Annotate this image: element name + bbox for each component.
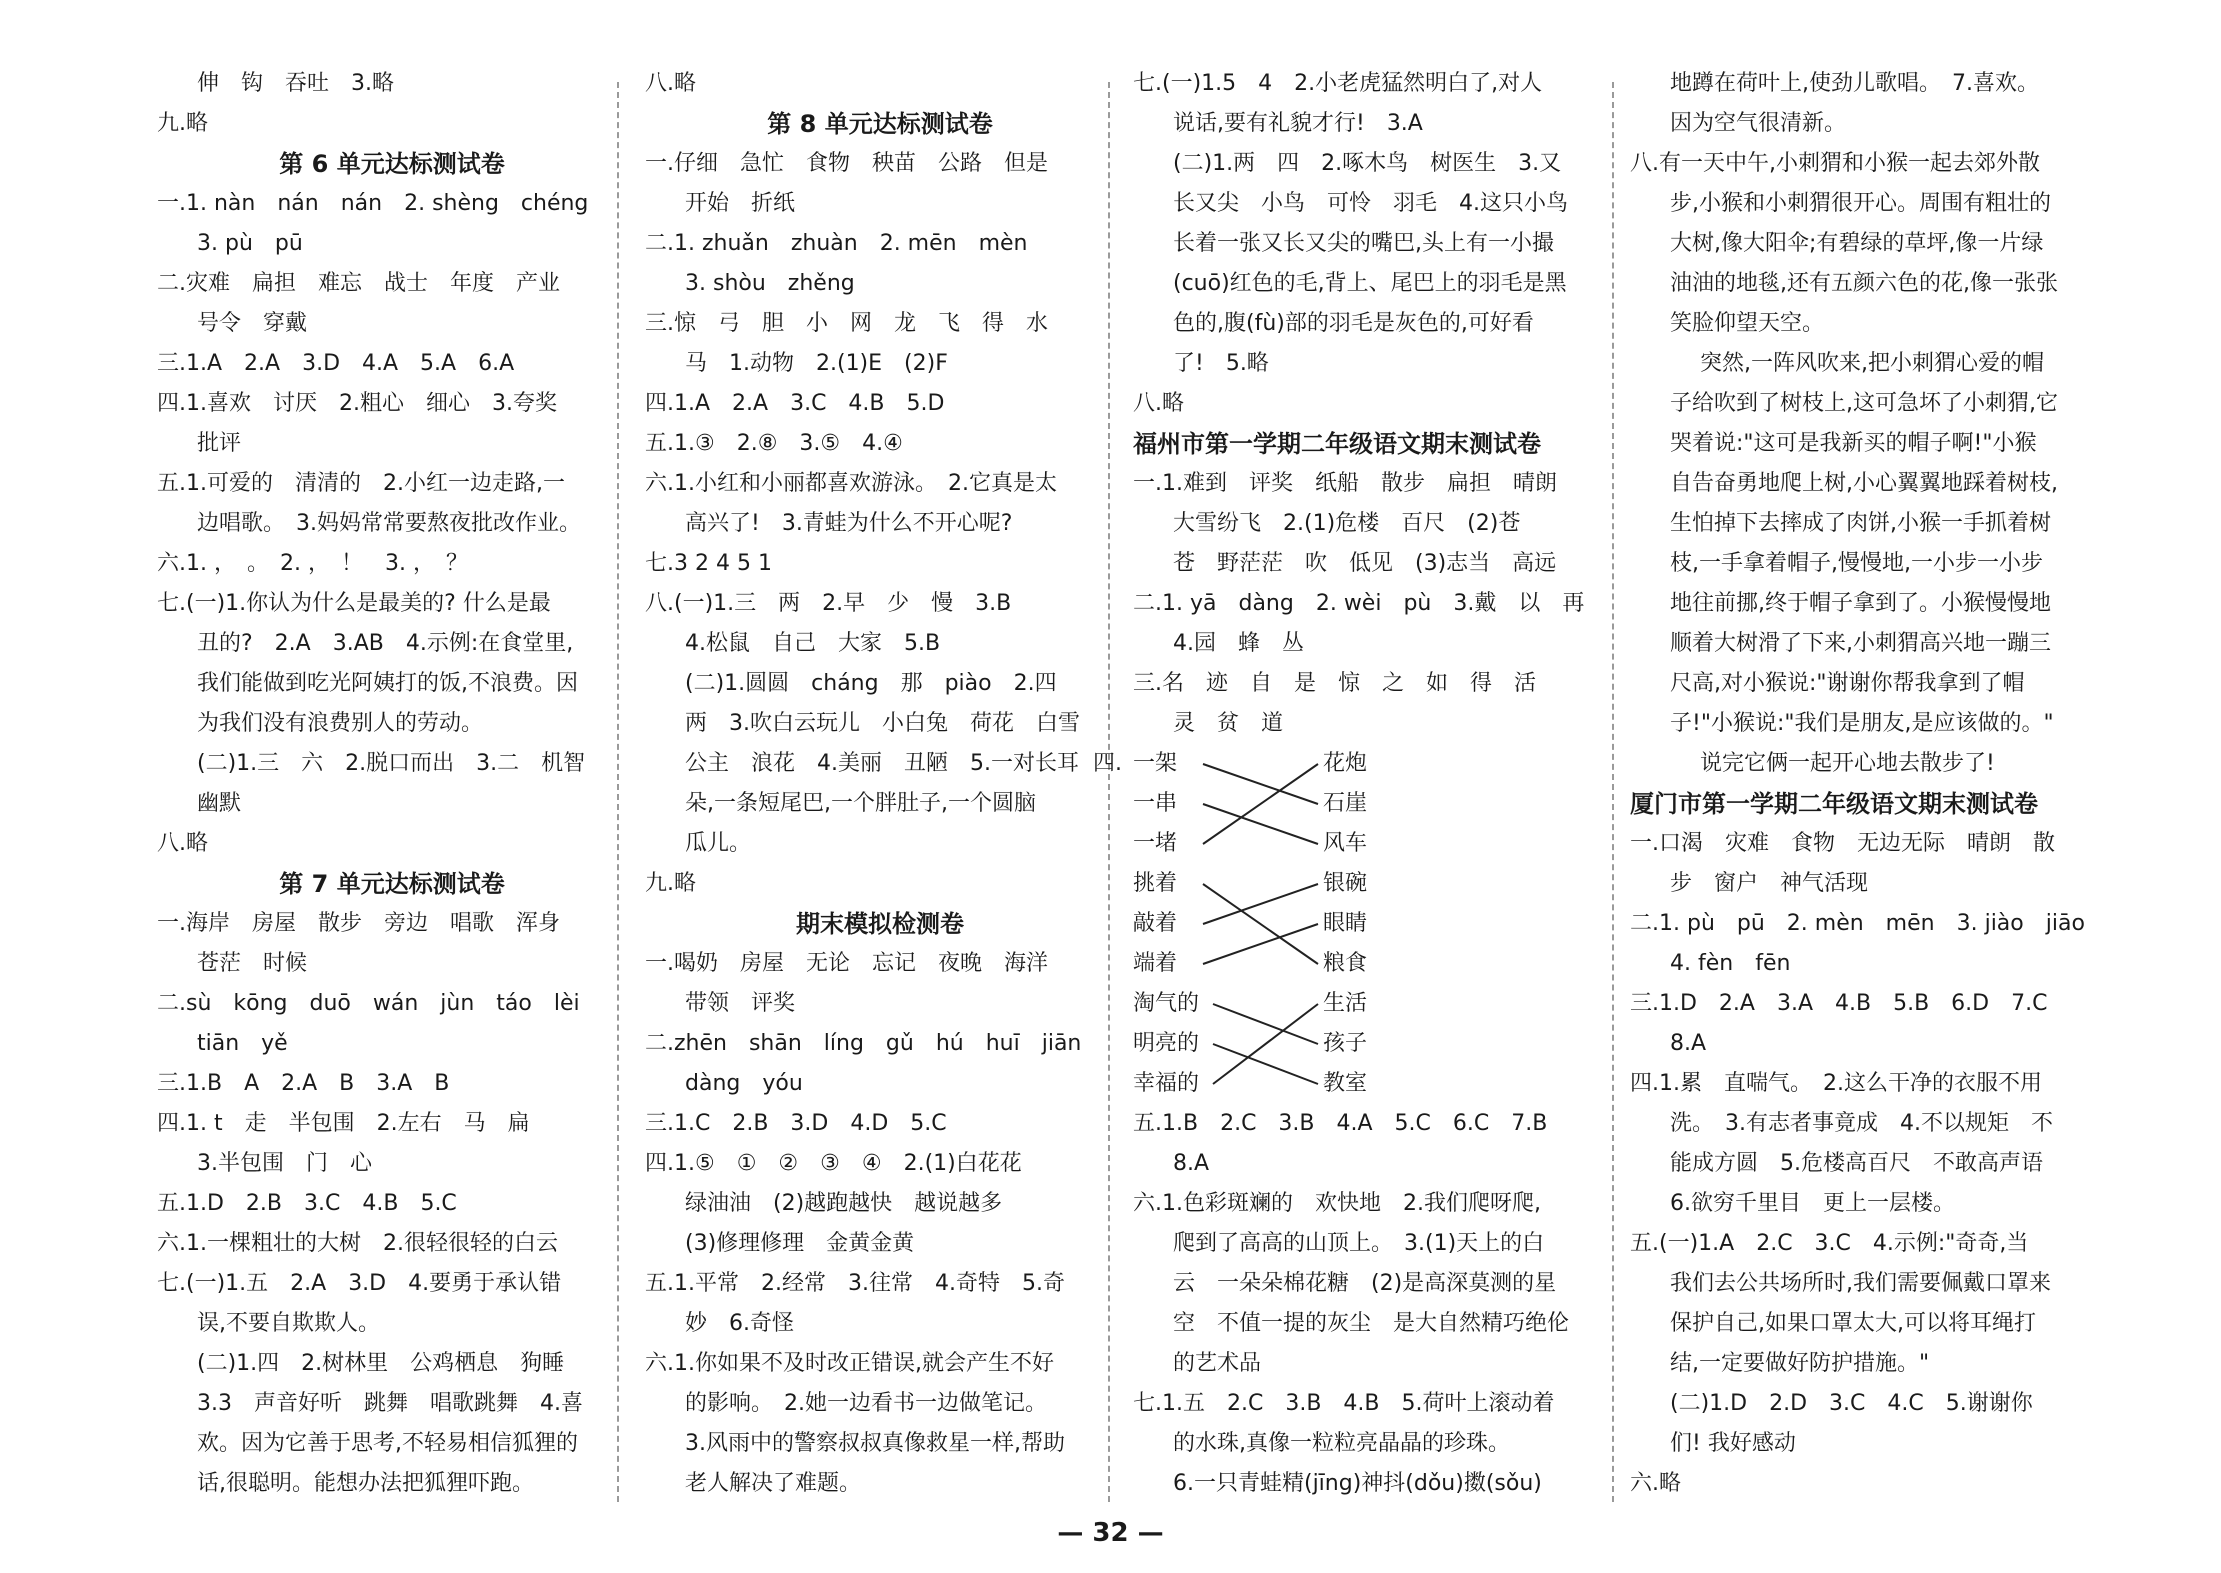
answer-line: 长着一张又长又尖的嘴巴,头上有一小撮 xyxy=(1173,231,1554,256)
answer-line: 色的,腹(fù)部的羽毛是灰色的,可好看 xyxy=(1173,311,1534,336)
answer-line: 笑脸仰望天空。 xyxy=(1670,311,1825,336)
answer-line: 老人解决了难题。 xyxy=(685,1471,862,1496)
answer-line: 五.1.D 2.B 3.C 4.B 5.C xyxy=(157,1191,457,1216)
answer-line: 哭着说:"这可是我新买的帽子啊!"小猴 xyxy=(1670,431,2037,456)
answer-line: 8.A xyxy=(1173,1151,1210,1176)
column-divider xyxy=(1108,82,1110,1502)
answer-line: 七.(一)1.5 4 2.小老虎猛然明白了,对人 xyxy=(1133,71,1543,96)
match-right-item: 粮食 xyxy=(1323,951,1368,976)
answer-line: 说完它俩一起开心地去散步了! xyxy=(1700,751,1995,776)
answer-line: 突然,一阵风吹来,把小刺猬心爱的帽 xyxy=(1700,351,2044,376)
answer-line: 六.1. ， 。 2. ， ！ 3. ， ？ xyxy=(157,551,468,576)
column-4 xyxy=(1630,64,2100,1504)
answer-line: 绿油油 (2)越跑越快 越说越多 xyxy=(685,1191,1003,1216)
answer-line: 为我们没有浪费别人的劳动。 xyxy=(197,711,484,736)
answer-line: 的艺术品 xyxy=(1173,1351,1262,1376)
answer-line: 三.1.A 2.A 3.D 4.A 5.A 6.A xyxy=(157,351,515,376)
answer-line: 七.1.五 2.C 3.B 4.B 5.荷叶上滚动着 xyxy=(1133,1391,1555,1416)
section-title: 期末模拟检测卷 xyxy=(796,910,964,938)
question-number: 四. xyxy=(1093,751,1122,776)
match-left-item: 幸福的 xyxy=(1133,1071,1200,1096)
answer-line: 二.灾难 扁担 难忘 战士 年度 产业 xyxy=(157,271,560,296)
answer-line: 空 不值一提的灰尘 是大自然精巧绝伦 xyxy=(1173,1311,1570,1336)
answer-line: 因为空气很清新。 xyxy=(1670,111,1847,136)
match-line xyxy=(1213,1044,1318,1084)
answer-line: 6.欲穷千里目 更上一层楼。 xyxy=(1670,1191,1955,1216)
match-line xyxy=(1203,884,1318,964)
answer-line: 油油的地毯,还有五颜六色的花,像一张张 xyxy=(1670,271,2058,296)
answer-line: 了! 5.略 xyxy=(1173,351,1269,376)
answer-line: 步 窗户 神气活现 xyxy=(1670,871,1869,896)
match-left-item: 一串 xyxy=(1133,791,1178,816)
answer-line: 灵 贫 道 xyxy=(1173,711,1284,736)
match-left-item: 端着 xyxy=(1133,951,1178,976)
answer-line: 开始 折纸 xyxy=(685,191,796,216)
match-line xyxy=(1203,804,1318,844)
match-line xyxy=(1203,884,1318,924)
answer-line: 九.略 xyxy=(157,111,208,136)
answer-line: 一.口渴 灾难 食物 无边无际 晴朗 散 xyxy=(1630,831,2055,856)
answer-line: 一.1. nàn nán nán 2. shèng chéng xyxy=(157,191,589,216)
answer-line: 八.有一天中午,小刺猬和小猴一起去郊外散 xyxy=(1630,151,2040,176)
match-left-item: 敲着 xyxy=(1133,911,1178,936)
answer-line: 子给吹到了树枝上,这可急坏了小刺猬,它 xyxy=(1670,391,2058,416)
answer-line: 马 1.动物 2.(1)E (2)F xyxy=(685,351,948,376)
answer-line: 八.略 xyxy=(645,71,696,96)
answer-line: 4. fèn fēn xyxy=(1670,951,1791,976)
match-left-item: 淘气的 xyxy=(1133,991,1200,1016)
answer-line: 二.1. yā dàng 2. wèi pù 3.戴 以 再 xyxy=(1133,591,1585,616)
answer-line: 公主 浪花 4.美丽 丑陋 5.一对长耳 xyxy=(685,751,1079,776)
answer-line: 枝,一手拿着帽子,慢慢地,一小步一小步 xyxy=(1670,551,2043,576)
page-number: — 32 — xyxy=(1057,1518,1164,1548)
answer-line: 二.zhēn shān líng gǔ hú huī jiān xyxy=(645,1031,1082,1056)
answer-line: 话,很聪明。能想办法把狐狸吓跑。 xyxy=(197,1471,534,1496)
matching-exercise xyxy=(1093,744,1603,1104)
answer-line: 五.(一)1.A 2.C 3.C 4.示例:"奇奇,当 xyxy=(1630,1231,2029,1256)
answer-line: 三.名 迹 自 是 惊 之 如 得 活 xyxy=(1133,671,1536,696)
answer-line: 的影响。 2.她一边看书一边做笔记。 xyxy=(685,1391,1047,1416)
answer-line: 高兴了! 3.青蛙为什么不开心呢? xyxy=(685,511,1013,536)
answer-line: tiān yě xyxy=(197,1031,288,1056)
answer-line: (二)1.圆圆 cháng 那 piào 2.四 xyxy=(685,671,1057,696)
column-1 xyxy=(157,64,627,1504)
match-left-item: 挑着 xyxy=(1133,871,1178,896)
answer-line: 4.园 蜂 丛 xyxy=(1173,631,1304,656)
answer-line: 3.风雨中的警察叔叔真像救星一样,帮助 xyxy=(685,1431,1065,1456)
answer-line: 七.(一)1.五 2.A 3.D 4.要勇于承认错 xyxy=(157,1271,562,1296)
match-right-item: 银碗 xyxy=(1323,871,1368,896)
answer-line: 三.1.C 2.B 3.D 4.D 5.C xyxy=(645,1111,947,1136)
answer-line: 五.1.③ 2.⑧ 3.⑤ 4.④ xyxy=(645,431,903,456)
answer-line: 说话,要有礼貌才行! 3.A xyxy=(1173,111,1423,136)
answer-line: 六.1.小红和小丽都喜欢游泳。 2.它真是太 xyxy=(645,471,1057,496)
section-title: 第 7 单元达标测试卷 xyxy=(279,870,505,898)
answer-line: 尺高,对小猴说:"谢谢你帮我拿到了帽 xyxy=(1670,671,2025,696)
match-right-item: 孩子 xyxy=(1323,1031,1368,1056)
answer-line: 九.略 xyxy=(645,871,696,896)
answer-line: 苍 野茫茫 吹 低见 (3)志当 高远 xyxy=(1173,551,1557,576)
answer-line: (cuō)红色的毛,背上、尾巴上的羽毛是黑 xyxy=(1173,271,1567,296)
match-right-item: 风车 xyxy=(1323,831,1368,856)
answer-line: 批评 xyxy=(197,431,242,456)
column-divider xyxy=(1612,82,1614,1502)
answer-line: 瓜儿。 xyxy=(685,831,752,856)
answer-line: 误,不要自欺欺人。 xyxy=(197,1311,380,1336)
answer-line: 二.1. zhuǎn zhuàn 2. mēn mèn xyxy=(645,231,1028,256)
match-right-item: 教室 xyxy=(1323,1071,1368,1096)
answer-line: 3. shòu zhěng xyxy=(685,271,855,296)
answer-line: (3)修理修理 金黄金黄 xyxy=(685,1231,915,1256)
answer-line: 洗。 3.有志者事竟成 4.不以规矩 不 xyxy=(1670,1111,2053,1136)
answer-line: 六.1.色彩斑斓的 欢快地 2.我们爬呀爬, xyxy=(1133,1191,1541,1216)
answer-line: (二)1.两 四 2.啄木鸟 树医生 3.又 xyxy=(1173,151,1562,176)
answer-line: 二.sù kōng duō wán jùn táo lèi xyxy=(157,991,580,1016)
answer-line: 五.1.B 2.C 3.B 4.A 5.C 6.C 7.B xyxy=(1133,1111,1548,1136)
column-2 xyxy=(645,64,1115,1504)
answer-line: 一.仔细 急忙 食物 秧苗 公路 但是 xyxy=(645,151,1048,176)
answer-line: 4.松鼠 自己 大家 5.B xyxy=(685,631,941,656)
answer-line: 七.(一)1.你认为什么是最美的? 什么是最 xyxy=(157,591,551,616)
match-right-item: 生活 xyxy=(1323,991,1368,1016)
match-line xyxy=(1213,1004,1318,1044)
answer-line: 生怕掉下去摔成了肉饼,小猴一手抓着树 xyxy=(1670,511,2051,536)
answer-line: 伸 钩 吞吐 3.略 xyxy=(197,71,394,96)
answer-line: 3.半包围 门 心 xyxy=(197,1151,372,1176)
section-title: 第 8 单元达标测试卷 xyxy=(767,110,993,138)
answer-line: 两 3.吹白云玩儿 小白兔 荷花 白雪 xyxy=(685,711,1080,736)
answer-line: 一.1.难到 评奖 纸船 散步 扁担 晴朗 xyxy=(1133,471,1557,496)
answer-line: 四.1.⑤ ① ② ③ ④ 2.(1)白花花 xyxy=(645,1151,1022,1176)
answer-line: 6.一只青蛙精(jīng)神抖(dǒu)擞(sǒu) xyxy=(1173,1471,1542,1496)
answer-line: 苍茫 时候 xyxy=(197,951,308,976)
answer-line: 爬到了高高的山顶上。 3.(1)天上的白 xyxy=(1173,1231,1545,1256)
answer-line: 四.1.喜欢 讨厌 2.粗心 细心 3.夸奖 xyxy=(157,391,557,416)
column-3 xyxy=(1093,64,1603,1504)
answer-line: 步,小猴和小刺猬很开心。周围有粗壮的 xyxy=(1670,191,2051,216)
match-left-item: 明亮的 xyxy=(1133,1031,1200,1056)
section-title: 厦门市第一学期二年级语文期末测试卷 xyxy=(1630,790,2038,818)
answer-line: 的水珠,真像一粒粒亮晶晶的珍珠。 xyxy=(1173,1431,1510,1456)
match-left-item: 一堵 xyxy=(1133,831,1178,856)
answer-line: 朵,一条短尾巴,一个胖肚子,一个圆脑 xyxy=(685,791,1036,816)
answer-line: 妙 6.奇怪 xyxy=(685,1311,794,1336)
match-left-item: 一架 xyxy=(1133,751,1178,776)
answer-line: 大树,像大阳伞;有碧绿的草坪,像一片绿 xyxy=(1670,231,2044,256)
match-right-item: 眼睛 xyxy=(1323,911,1368,936)
answer-line: dàng yóu xyxy=(685,1071,803,1096)
answer-line: 一.海岸 房屋 散步 旁边 唱歌 浑身 xyxy=(157,911,560,936)
answer-line: 能成方圆 5.危楼高百尺 不敢高声语 xyxy=(1670,1151,2043,1176)
answer-line: 结,一定要做好防护措施。" xyxy=(1670,1351,1930,1376)
answer-line: 子!"小猴说:"我们是朋友,是应该做的。" xyxy=(1670,711,2054,736)
match-line xyxy=(1203,764,1318,844)
match-right-item: 石崖 xyxy=(1323,791,1368,816)
answer-line: 号令 穿戴 xyxy=(197,311,308,336)
answer-line: 八.(一)1.三 两 2.早 少 慢 3.B xyxy=(645,591,1012,616)
answer-line: 云 一朵朵棉花糖 (2)是高深莫测的星 xyxy=(1173,1271,1557,1296)
answer-line: 八.略 xyxy=(1133,391,1184,416)
answer-line: 七.3 2 4 5 1 xyxy=(645,551,772,576)
answer-line: 大雪纷飞 2.(1)危楼 百尺 (2)苍 xyxy=(1173,511,1521,536)
answer-line: 自告奋勇地爬上树,小心翼翼地踩着树枝, xyxy=(1670,471,2058,496)
answer-line: 四.1. t 走 半包围 2.左右 马 扁 xyxy=(157,1111,530,1136)
section-title: 福州市第一学期二年级语文期末测试卷 xyxy=(1133,430,1541,458)
answer-line: 欢。因为它善于思考,不轻易相信狐狸的 xyxy=(197,1431,578,1456)
answer-line: 8.A xyxy=(1670,1031,1707,1056)
section-title: 第 6 单元达标测试卷 xyxy=(279,150,505,178)
answer-line: 长又尖 小鸟 可怜 羽毛 4.这只小鸟 xyxy=(1173,191,1568,216)
answer-line: 六.1.一棵粗壮的大树 2.很轻很轻的白云 xyxy=(157,1231,558,1256)
answer-line: 一.喝奶 房屋 无论 忘记 夜晚 海洋 xyxy=(645,951,1048,976)
answer-line: 们! 我好感动 xyxy=(1670,1431,1796,1456)
answer-line: (二)1.三 六 2.脱口而出 3.二 机智 xyxy=(197,751,586,776)
answer-line: 三.1.B A 2.A B 3.A B xyxy=(157,1071,450,1096)
answer-line: 四.1.累 直喘气。 2.这么干净的衣服不用 xyxy=(1630,1071,2042,1096)
answer-line: 五.1.平常 2.经常 3.往常 4.奇特 5.奇 xyxy=(645,1271,1065,1296)
match-line xyxy=(1203,764,1318,804)
answer-line: 六.略 xyxy=(1630,1471,1681,1496)
answer-line: 地蹲在荷叶上,使劲儿歌唱。 7.喜欢。 xyxy=(1670,71,2039,96)
answer-line: 五.1.可爱的 清清的 2.小红一边走路,一 xyxy=(157,471,565,496)
answer-line: 我们去公共场所时,我们需要佩戴口罩来 xyxy=(1670,1271,2051,1296)
answer-line: 丑的? 2.A 3.AB 4.示例:在食堂里, xyxy=(197,631,574,656)
answer-line: 三.1.D 2.A 3.A 4.B 5.B 6.D 7.C xyxy=(1630,991,2048,1016)
answer-line: (二)1.D 2.D 3.C 4.C 5.谢谢你 xyxy=(1670,1391,2033,1416)
answer-line: 四.1.A 2.A 3.C 4.B 5.D xyxy=(645,391,945,416)
answer-line: 保护自己,如果口罩太大,可以将耳绳打 xyxy=(1670,1311,2036,1336)
answer-line: 我们能做到吃光阿姨打的饭,不浪费。因 xyxy=(197,671,578,696)
answer-line: 三.惊 弓 胆 小 网 龙 飞 得 水 xyxy=(645,311,1048,336)
match-line xyxy=(1213,1004,1318,1084)
answer-line: 顺着大树滑了下来,小刺猬高兴地一蹦三 xyxy=(1670,631,2051,656)
answer-line: 八.略 xyxy=(157,831,208,856)
match-line xyxy=(1203,924,1318,964)
answer-line: (二)1.四 2.树林里 公鸡栖息 狗睡 xyxy=(197,1351,565,1376)
answer-line: 六.1.你如果不及时改正错误,就会产生不好 xyxy=(645,1351,1054,1376)
answer-line: 边唱歌。 3.妈妈常常要熬夜批改作业。 xyxy=(197,511,581,536)
answer-line: 二.1. pù pū 2. mèn mēn 3. jiào jiāo xyxy=(1630,911,2085,936)
answer-line: 3. pù pū xyxy=(197,231,303,256)
match-right-item: 花炮 xyxy=(1323,751,1368,776)
answer-line: 地往前挪,终于帽子拿到了。小猴慢慢地 xyxy=(1670,591,2051,616)
answer-line: 3.3 声音好听 跳舞 唱歌跳舞 4.喜 xyxy=(197,1391,583,1416)
answer-line: 带领 评奖 xyxy=(685,991,796,1016)
answer-line: 幽默 xyxy=(197,791,242,816)
column-divider xyxy=(617,82,619,1502)
